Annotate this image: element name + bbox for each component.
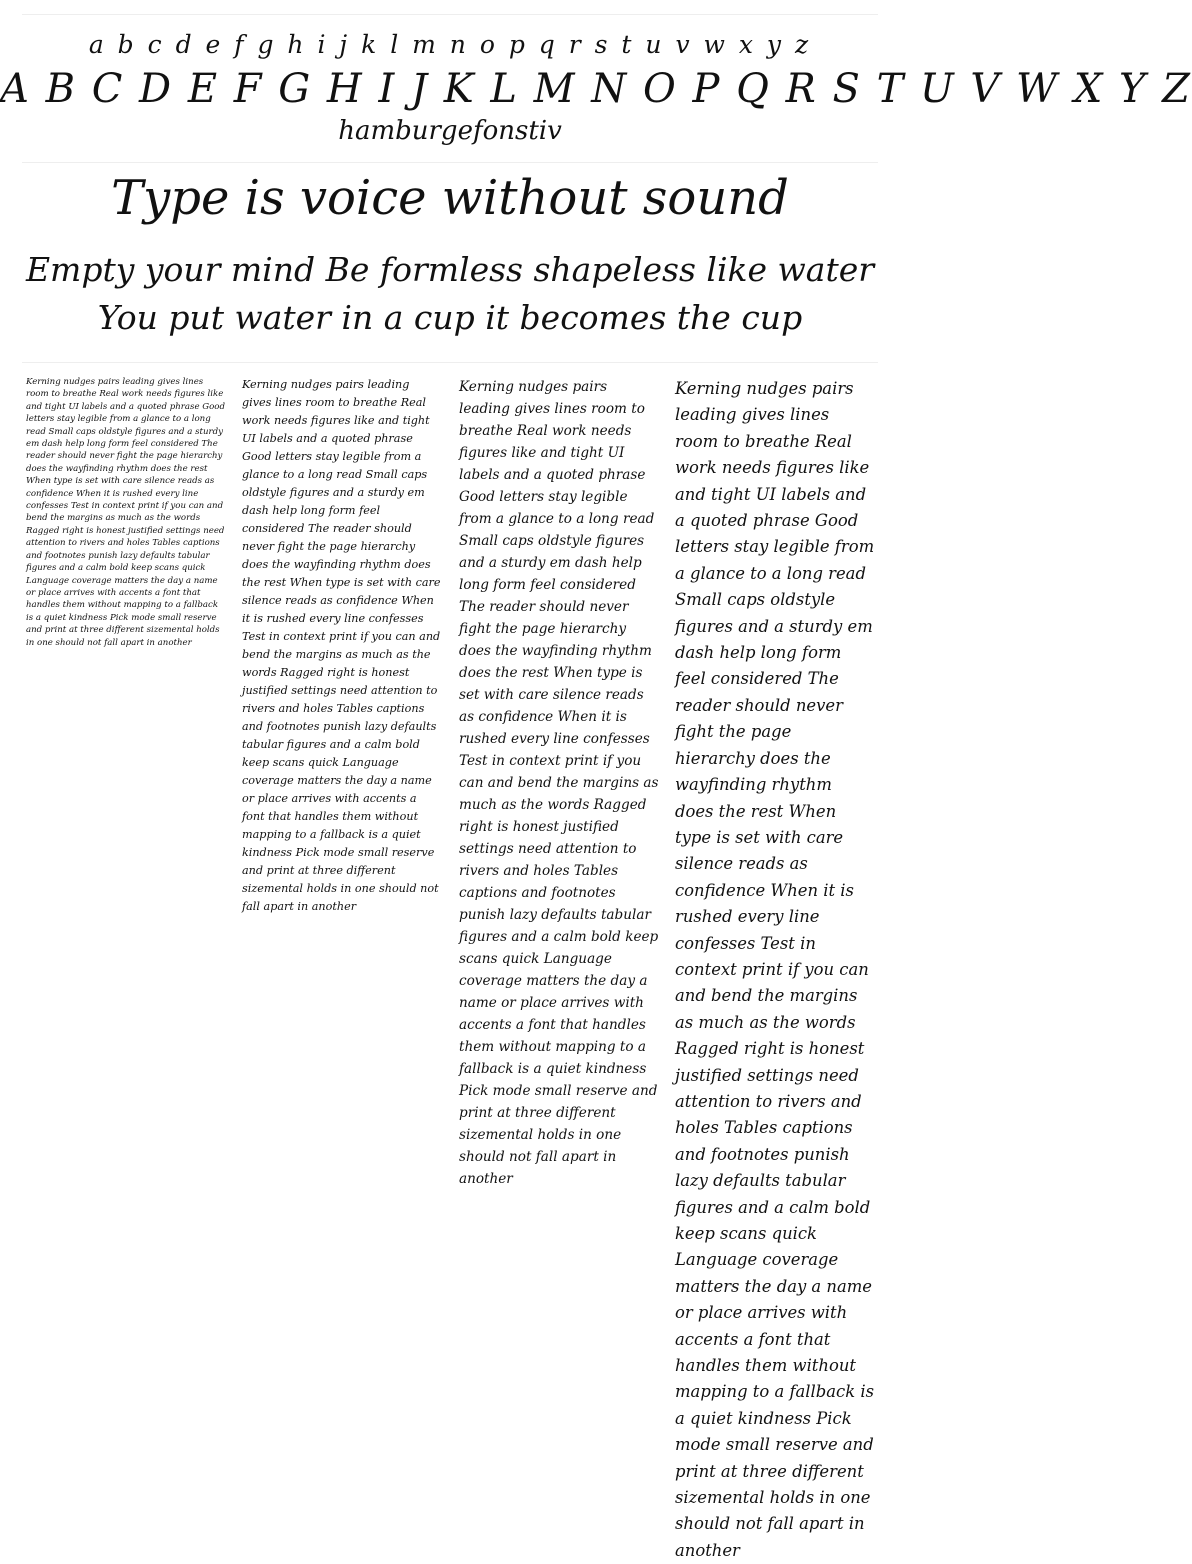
divider-middle [22, 162, 878, 163]
headline: Type is voice without sound [111, 170, 789, 226]
uppercase-alphabet: A B C D E F G H I J K L M N O P Q R S T U V W X Y Z [0, 66, 1192, 112]
divider-top [22, 14, 878, 15]
paragraph-column-xlarge: Kerning nudges pairs leading gives lines room to breathe Real work needs figures like and tight UI labels and a quoted phrase Good letters stay legible from a glance to a long read Small caps oldstyle figures and a sturdy em dash help long form feel considered The reader should never fight the page hierarchy does the wayfinding rhythm does the rest When type is set with care silence reads as confidence When it is rushed every line confesses Test in context print if you can and bend the margins as much as the words Ragged right is honest justified settings need attention to rivers and holes Tables captions and footnotes punish lazy defaults tabular figures and a calm bold keep scans quick Language coverage matters the day a name or place arrives with accents a font that handles them without mapping to a fallback is a quiet kindness Pick mode small reserve and print at three different sizemental holds in one should not fall apart in another [675, 379, 875, 1560]
divider-bottom [22, 362, 878, 363]
paragraph-column-small: Kerning nudges pairs leading gives lines room to breathe Real work needs figures like and tight UI labels and a quoted phrase Good letters stay legible from a glance to a long read Small caps oldstyle figures and a sturdy em dash help long form feel considered The reader should never fight the page hierarchy does the wayfinding rhythm does the rest When type is set with care silence reads as confidence When it is rushed every line confesses Test in context print if you can and bend the margins as much as the words Ragged right is honest justified settings need attention to rivers and holes Tables captions and footnotes punish lazy defaults tabular figures and a calm bold keep scans quick Language coverage matters the day a name or place arrives with accents a font that handles them without mapping to a fallback is a quiet kindness Pick mode small reserve and print at three different sizemental holds in one should not fall apart in another [26, 377, 225, 648]
sample-line-2: You put water in a cup it becomes the cup [97, 298, 803, 337]
lowercase-alphabet: a b c d e f g h i j k l m n o p q r s t u v w x y z [88, 30, 812, 59]
paragraph-column-large: Kerning nudges pairs leading gives lines room to breathe Real work needs figures like and tight UI labels and a quoted phrase Good letters stay legible from a glance to a long read Small caps oldstyle figures and a sturdy em dash help long form feel considered The reader should never fight the page hierarchy does the wayfinding rhythm does the rest When type is set with care silence reads as confidence When it is rushed every line confesses Test in context print if you can and bend the margins as much as the words Ragged right is honest justified settings need attention to rivers and holes Tables captions and footnotes punish lazy defaults tabular figures and a calm bold keep scans quick Language coverage matters the day a name or place arrives with accents a font that handles them without mapping to a fallback is a quiet kindness Pick mode small reserve and print at three different sizemental holds in one should not fall apart in another [459, 379, 659, 1187]
sample-word: hamburgefonstiv [338, 116, 562, 146]
paragraph-column-medium: Kerning nudges pairs leading gives lines room to breathe Real work needs figures like and tight UI labels and a quoted phrase Good letters stay legible from a glance to a long read Small caps oldstyle figures and a sturdy em dash help long form feel considered The reader should never fight the page hierarchy does the wayfinding rhythm does the rest When type is set with care silence reads as confidence When it is rushed every line confesses Test in context print if you can and bend the margins as much as the words Ragged right is honest justified settings need attention to rivers and holes Tables captions and footnotes punish lazy defaults tabular figures and a calm bold keep scans quick Language coverage matters the day a name or place arrives with accents a font that handles them without mapping to a fallback is a quiet kindness Pick mode small reserve and print at three different sizemental holds in one should not fall apart in another [242, 378, 441, 913]
sample-line-1: Empty your mind Be formless shapeless like water [25, 250, 875, 289]
